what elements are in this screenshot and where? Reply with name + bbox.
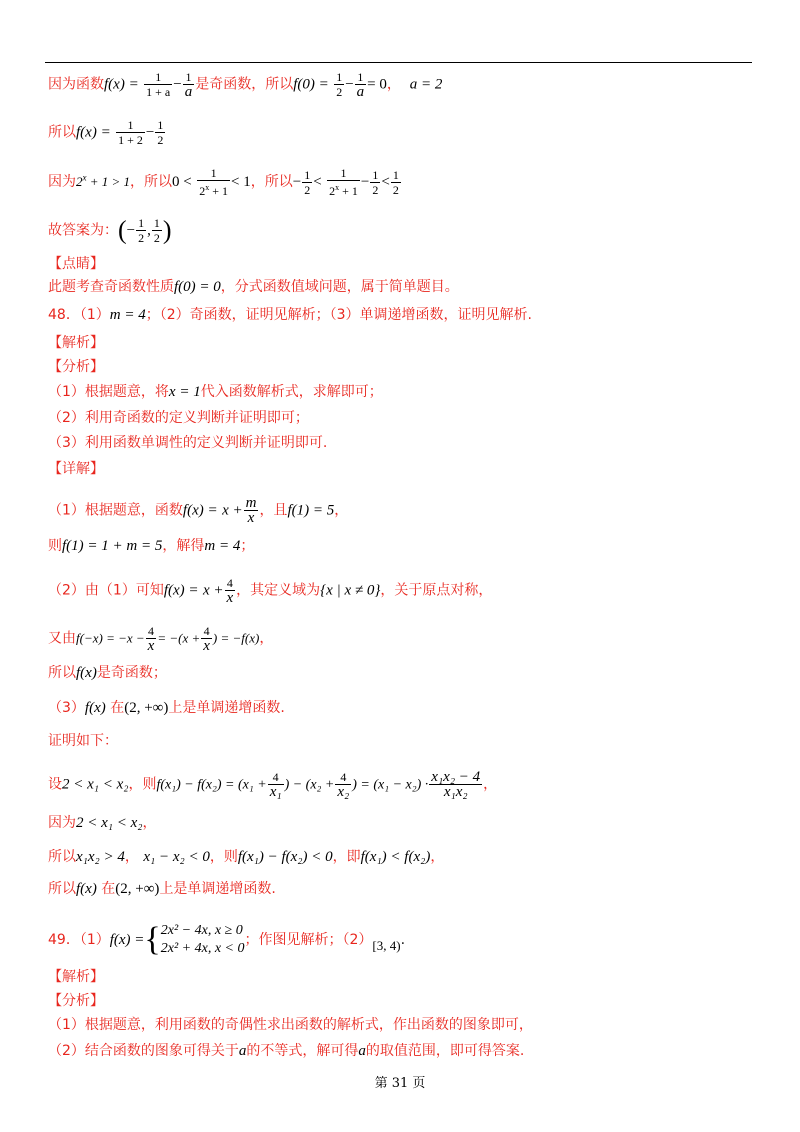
tag-fenxi-2: 【分析】 (48, 993, 104, 1009)
detail-9: 因为2 < x₁ < x₂， (48, 815, 157, 831)
frac-1-over-a: $\frac{1}{a}$ (356, 70, 365, 100)
analysis-2: （2）利用奇函数的定义判断并证明即可； (48, 410, 309, 426)
tag-jiexi: 【解析】 (48, 335, 104, 351)
frac-1-over-2: $\frac{1}{2}$ (336, 70, 343, 99)
detail-2: 则f(1) = 1 + m = 5，解得m = 4； (48, 538, 255, 554)
math-fx: f(x) = (104, 76, 139, 93)
tag-fenxi: 【分析】 (48, 359, 104, 375)
frac-1-over-1-plus-2x: $\frac{1}{1 + 2}$ (118, 118, 143, 147)
math-a-eq-2: a = 2 (409, 76, 443, 93)
math-f0: f(0) = (293, 76, 329, 93)
text: 因为函数 (48, 76, 104, 93)
analysis-q49-2: （2）结合函数的图象可得关于a的不等式，解可得a的取值范围，即可得答案. (48, 1043, 525, 1059)
frac-1-over-2: $\frac{1}{2}$ (372, 167, 379, 197)
line-answer: 故答案为：(− $\frac{1}{2}$ , $\frac{1}{2}$ ) (48, 215, 172, 245)
detail-1: （1）根据题意，函数f(x) = x + $\frac{m}{x}$ ，且f(1) = 5， (48, 495, 349, 526)
line-fx-result: 所以f(x) = $\frac{1}{1 + 2}$ − $\frac{1}{2}$ (48, 118, 164, 147)
analysis-3: （3）利用函数单调性的定义判断并证明即可. (48, 435, 328, 451)
frac-1-over-2x-plus-1: $\frac{1}{2^x + 1}$ (199, 166, 228, 198)
detail-3: （2）由（1）可知f(x) = x + $\frac{4}{x}$ ，其定义域为{x | x ≠ 0}，关于原点对称， (48, 576, 493, 606)
analysis-1: （1）根据题意，将x = 1代入函数解析式，求解即可； (48, 384, 383, 400)
detail-7: 证明如下： (48, 733, 118, 749)
page-number: 第 31 页 (374, 1076, 426, 1091)
line-summary: 此题考查奇函数性质f(0) = 0，分式函数值域问题，属于简单题目。 (48, 279, 459, 295)
frac-1-over-2x-plus-1: $\frac{1}{2^x + 1}$ (329, 166, 358, 198)
detail-11: 所以f(x) 在(2, +∞)上是单调递增函数. (48, 881, 276, 897)
q48-answer: 48．（1）m = 4；（2）奇函数，证明见解析；（3）单调递增函数，证明见解析. (48, 307, 532, 323)
tag-xiangjie: 【详解】 (48, 461, 104, 477)
q49-answer: 49．（1）f(x) ={ 2x² − 4x, x ≥ 0 2x² + 4x, x < 0 ；作图见解析；（2）[3, 4). (48, 921, 406, 958)
detail-10: 所以x₁x₂ > 4， x₁ − x₂ < 0，则f(x₁) − f(x₂) < 0，即f(x₁) < f(x₂)， (48, 849, 445, 865)
line-odd-function-condition: 因为函数f(x) = $\frac{1}{1 + a}$ − $\frac{1}{a}$ 是奇函数，所以f(0) = $\frac{1}{2}$ − $\frac{1}{a}$ = 0， a = 2 (48, 70, 443, 100)
header-rule (45, 62, 752, 63)
detail-8: 设2 < x₁ < x₂，则f(x₁) − f(x₂) = (x₁ + $\frac{4}{\text{x₁}}$ ) − (x₂ + $\frac{4}{\text{x₂}}$ ) = (x₁ − x₂) · $\frac{\text{x₁x₂ − 4}}{\text{x₁x₂}}$ ， (48, 769, 498, 800)
frac-1-over-2: $\frac{1}{2}$ (392, 167, 399, 197)
tag-jiexi-2: 【解析】 (48, 969, 104, 985)
frac-1-over-2: $\frac{1}{2}$ (157, 118, 164, 147)
detail-5: 所以f(x)是奇函数； (48, 665, 167, 681)
tag-dianjing: 【点睛】 (48, 256, 104, 272)
frac-1-over-a: $\frac{1}{a}$ (184, 70, 193, 100)
detail-6: （3）f(x) 在(2, +∞)上是单调递增函数. (48, 700, 285, 716)
analysis-q49-1: （1）根据题意，利用函数的奇偶性求出函数的解析式，作出函数的图象即可， (48, 1017, 533, 1033)
line-range-derivation: 因为$2^x + 1 > 1$，所以0 < $\frac{1}{2^x + 1}$ < 1，所以− $\frac{1}{2}$ < $\frac{1}{2^x + 1}$ − $\frac{1}{2}$ < $\frac{1}{2}$ (48, 166, 399, 198)
frac-1-over-1-plus-ax: $\frac{1}{1 + a}$ (146, 70, 171, 99)
text: 是奇函数，所以 (195, 76, 294, 93)
detail-4: 又由f(−x) = −x − $\frac{4}{x}$ = −(x + $\frac{4}{x}$ ) = −f(x)， (48, 624, 274, 654)
frac-1-over-2: $\frac{1}{2}$ (304, 167, 311, 197)
